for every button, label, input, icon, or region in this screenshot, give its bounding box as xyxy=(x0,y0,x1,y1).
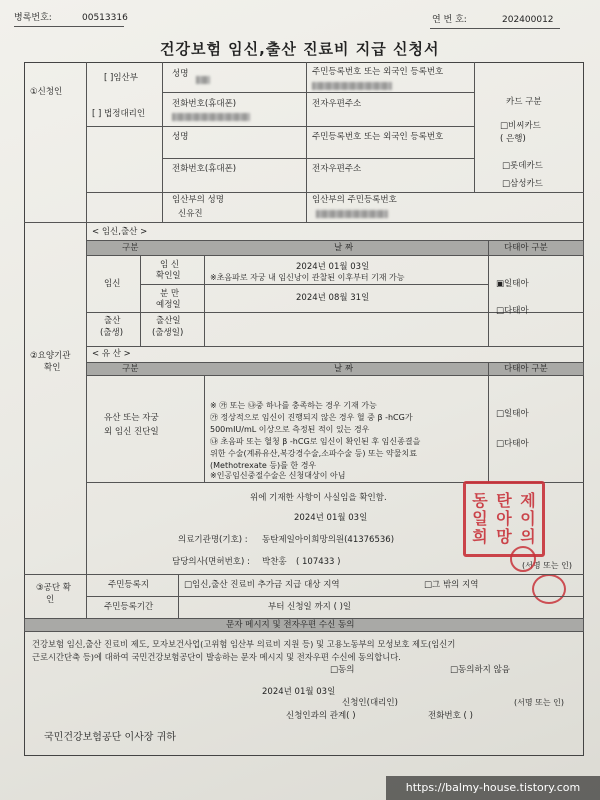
preg-confirm-date: 2024년 01월 03일 xyxy=(296,262,370,272)
inst-name: 동탄제일아이희망의원(41376536) xyxy=(262,535,395,545)
receipt-no: 00513316 xyxy=(82,13,128,23)
birth-label-2: (출생) xyxy=(100,328,124,338)
loss-multi-check[interactable]: □다태아 xyxy=(496,439,529,449)
card-samsung[interactable]: □삼성카드 xyxy=(502,179,543,189)
footer-addressee: 국민건강보험공단 이사장 귀하 xyxy=(44,732,176,743)
col-type: 구분 xyxy=(122,243,139,253)
consent-date: 2024년 01월 03일 xyxy=(262,687,336,697)
serial-no-label: 연 번 호: xyxy=(432,15,467,25)
loss-note-3: 500mIU/mL 이상으로 측정된 적이 있는 경우 xyxy=(210,425,370,434)
receipt-no-label: 병록번호: xyxy=(14,13,52,23)
rep-phone-label: 전화번호(휴대폰) xyxy=(172,164,237,174)
loss-single-check[interactable]: □일태아 xyxy=(496,409,529,419)
addr-option-2[interactable]: □그 밖의 지역 xyxy=(424,580,479,590)
preg-label: 임신 xyxy=(104,279,121,289)
addr-label: 주민등록지 xyxy=(108,580,150,590)
hospital-seal: 동 탄 제 일 아 이 희 망 의 xyxy=(463,481,545,557)
rep-checkbox[interactable]: [ ] 법정대리인 xyxy=(92,109,146,119)
mother-name: 신유진 xyxy=(178,209,203,219)
redacted-phone xyxy=(172,113,250,121)
loss-col-date: 날 짜 xyxy=(334,364,354,374)
birth-date-label-2: (출생일) xyxy=(152,328,184,338)
consent-agree[interactable]: □동의 xyxy=(330,665,355,675)
rep-name-label: 성명 xyxy=(172,132,189,142)
loss-note-6: (Methotrexate 등)를 한 경우 xyxy=(210,461,317,470)
doctor-label: 담당의사(면허번호) : xyxy=(172,557,250,567)
loss-col-type: 구분 xyxy=(122,364,139,374)
doctor-signature-mark xyxy=(532,574,566,604)
rep-email-label: 전자우편주소 xyxy=(312,164,362,174)
phone-label: 전화번호(휴대폰) xyxy=(172,99,237,109)
consent-applicant-label: 신청인(대리인) xyxy=(342,698,398,708)
consent-disagree[interactable]: □동의하지 않음 xyxy=(450,665,510,675)
loss-header: < 유 산 > xyxy=(92,349,131,359)
serial-no: 202400012 xyxy=(502,15,554,25)
card-type-label: 카드 구분 xyxy=(506,97,542,107)
card-bc[interactable]: □비씨카드 xyxy=(500,121,541,131)
preg-confirm-label-2: 확인일 xyxy=(156,271,181,281)
doctor-license: ( 107433 ) xyxy=(296,557,341,567)
email-label: 전자우편주소 xyxy=(312,99,362,109)
doctor-seal xyxy=(510,546,536,572)
inst-label: 의료기관명(기호) : xyxy=(178,535,248,545)
consent-sign-label: (서명 또는 인) xyxy=(514,698,564,707)
consent-body-1: 건강보험 임신,출산 진료비 제도, 모자보건사업(고위험 임산부 의료비 지원 등) 및 고용노동부의 모성보호 제도(임신기 xyxy=(32,639,456,649)
confirm-section-label-1: ②요양기관 xyxy=(30,351,71,361)
public-section-label-2: 인 xyxy=(46,595,55,605)
loss-label-1: 유산 또는 자궁 xyxy=(104,413,159,423)
consent-header: 문자 메시지 및 전자우편 수신 동의 xyxy=(226,620,355,630)
redacted-mother-rrn xyxy=(316,210,388,218)
public-section-label-1: ③공단 확 xyxy=(36,583,71,593)
col-date: 날 짜 xyxy=(334,243,354,253)
watermark: https://balmy-house.tistory.com xyxy=(386,776,600,800)
loss-note-7: ※인공임신중절수술은 신청대상이 아님 xyxy=(210,471,346,480)
period-text: 부터 신청일 까지 ( )일 xyxy=(268,602,352,612)
card-bank: ( 은행) xyxy=(500,134,526,144)
birth-label-1: 출산 xyxy=(104,316,121,326)
verify-date: 2024년 01월 03일 xyxy=(294,513,368,523)
doctor-name: 박찬홍 xyxy=(262,557,287,567)
preg-header: < 임신,출산 > xyxy=(92,227,148,237)
verify-text: 위에 기재한 사항이 사실임을 확인함. xyxy=(250,493,387,503)
preg-confirm-label-1: 임 신 xyxy=(160,260,180,270)
multi-check[interactable]: □다태아 xyxy=(496,306,529,316)
mother-name-label: 임산부의 성명 xyxy=(172,195,224,205)
redacted-rrn xyxy=(312,82,392,90)
consent-body-2: 근로시간단축 등)에 대하여 국민건강보험공단이 발송하는 문자 메시지 및 전자우편 수신에 동의합니다. xyxy=(32,652,401,662)
loss-label-2: 외 임신 진단일 xyxy=(104,427,159,437)
consent-phone: 전화번호 ( ) xyxy=(428,711,473,721)
due-date: 2024년 08월 31일 xyxy=(296,293,370,303)
loss-note-1: ※ ㉮ 또는 ㉯중 하나를 충족하는 경우 기재 가능 xyxy=(210,401,377,410)
applicant-section-label: ①신청인 xyxy=(30,87,63,97)
mother-checkbox[interactable]: [ ]임산부 xyxy=(104,73,138,83)
col-multi: 다태아 구분 xyxy=(504,243,548,253)
loss-col-multi: 다태아 구분 xyxy=(504,364,548,374)
single-check[interactable]: ▣일태아 xyxy=(496,279,529,289)
card-lotte[interactable]: □롯데카드 xyxy=(502,161,543,171)
rep-rrn-label: 주민등록번호 또는 외국인 등록번호 xyxy=(312,132,444,142)
confirm-section-label-2: 확인 xyxy=(44,363,61,373)
mother-rrn-label: 임산부의 주민등록번호 xyxy=(312,195,397,205)
due-label-1: 분 만 xyxy=(160,289,180,299)
consent-relation: 신청인과의 관계( ) xyxy=(286,711,356,721)
name-label: 성명 xyxy=(172,69,189,79)
redacted-name xyxy=(196,76,210,84)
birth-date-label-1: 출산일 xyxy=(156,316,181,326)
rrn-label: 주민등록번호 또는 외국인 등록번호 xyxy=(312,67,444,77)
loss-note-5: 위한 수술(계류유산,복강경수술,소파수술 등) 또는 약물치료 xyxy=(210,449,417,458)
period-label: 주민등록기간 xyxy=(104,602,154,612)
due-label-2: 예정일 xyxy=(156,300,181,310)
doctor-sign-label: (서명 또는 인) xyxy=(522,561,572,570)
addr-option-1[interactable]: □임신,출산 진료비 추가금 지급 대상 지역 xyxy=(184,580,340,590)
preg-confirm-note: ※초음파로 자궁 내 임신낭이 관찰된 이후부터 기재 가능 xyxy=(210,273,405,282)
loss-note-2: ㉮ 정상적으로 임신이 진행되지 않은 경우 혈 중 β -hCG가 xyxy=(210,413,413,422)
form-title: 건강보험 임신,출산 진료비 지급 신청서 xyxy=(160,40,440,58)
loss-note-4: ㉯ 초음파 또는 혈청 β -hCG로 임신이 확인된 후 임신종결을 xyxy=(210,437,421,446)
